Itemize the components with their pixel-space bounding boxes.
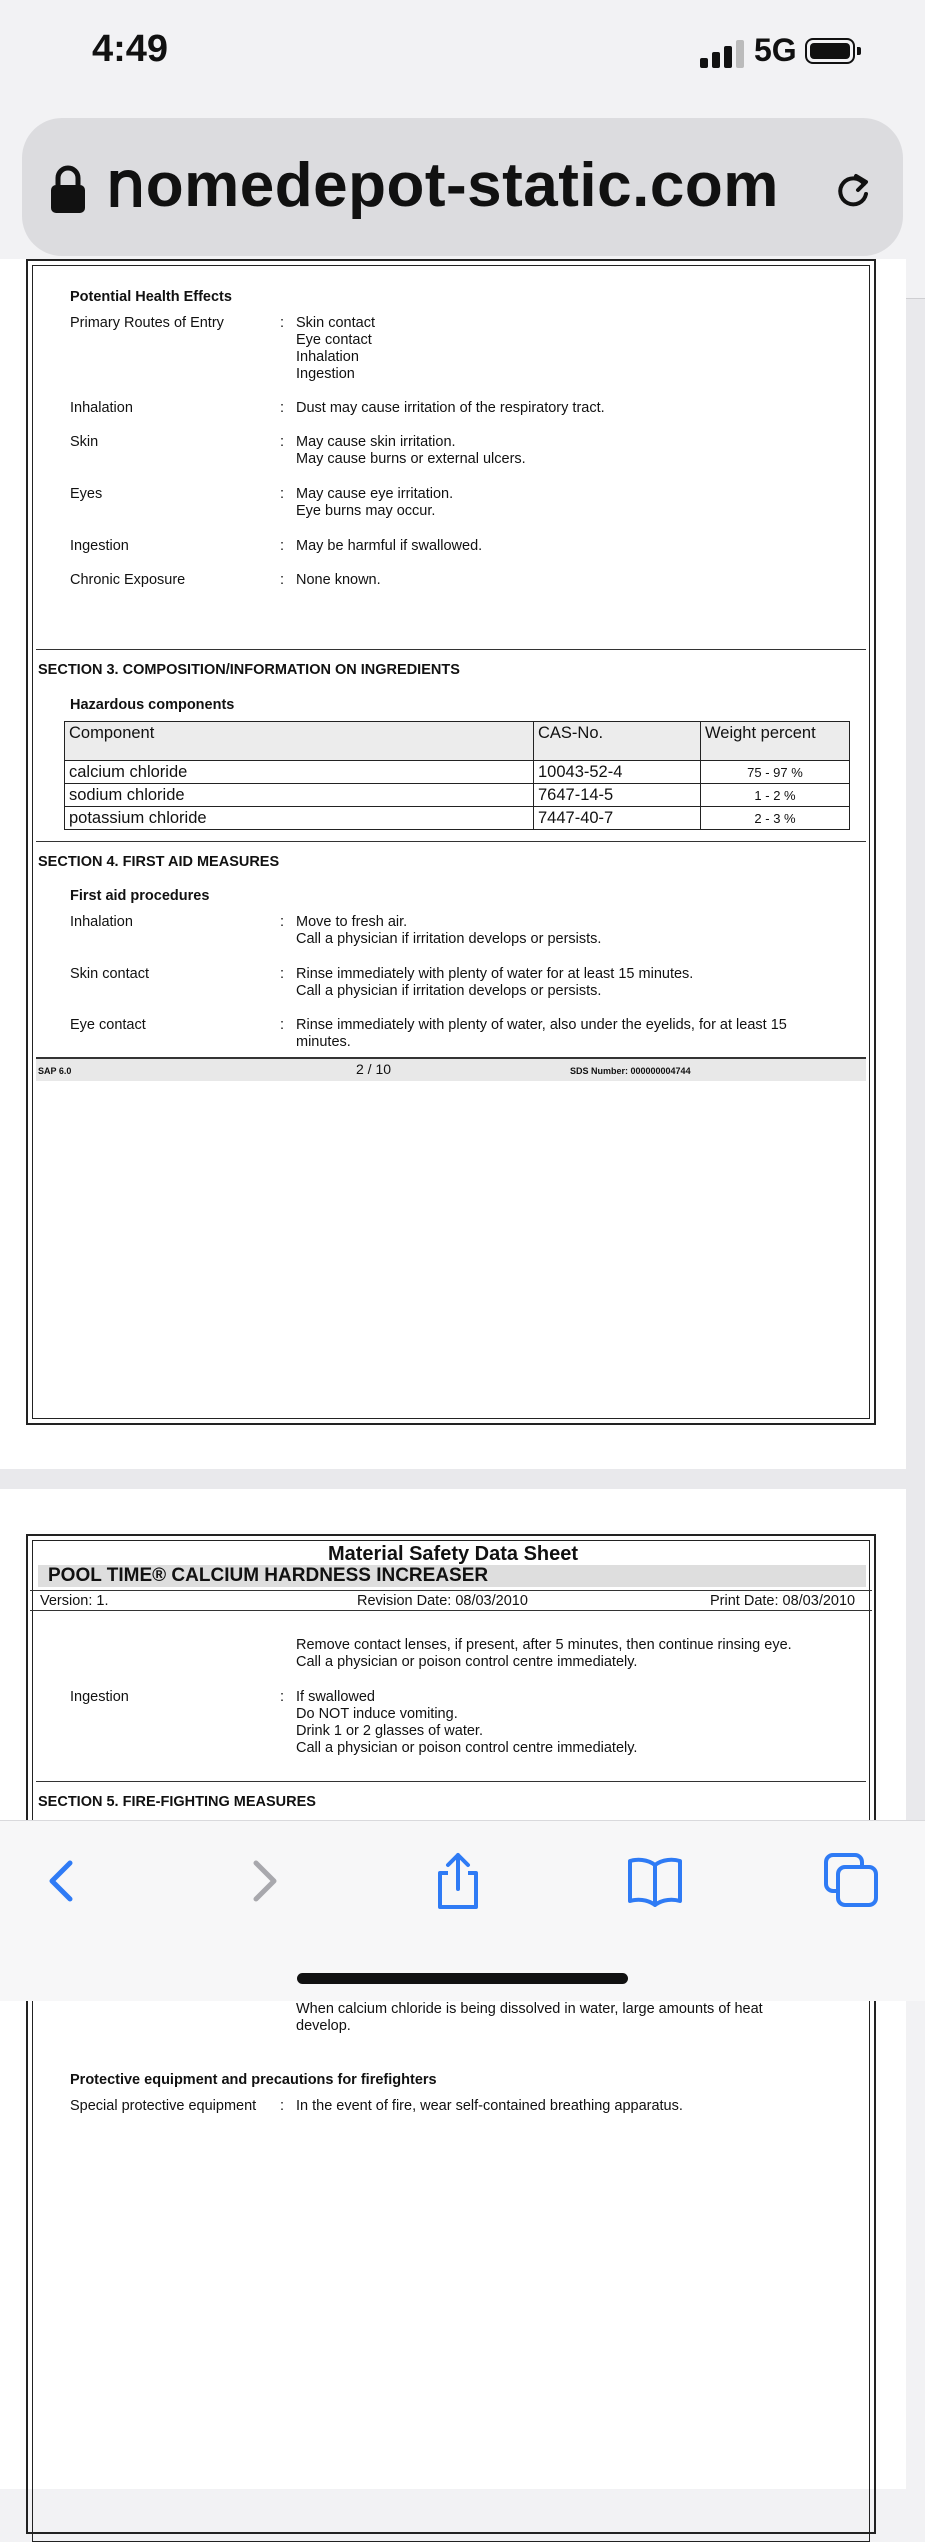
row-value: May be harmful if swallowed.	[296, 538, 483, 554]
row-label: Special protective equipment	[70, 2098, 257, 2114]
row-value: Rinse immediately with plenty of water for at least 15 minutes.	[296, 966, 694, 982]
row-value: If swallowed	[296, 1689, 375, 1705]
tabs-icon[interactable]	[822, 1851, 882, 1911]
table-header: Weight percent	[701, 722, 850, 761]
section-4-heading: SECTION 4. FIRST AID MEASURES	[38, 854, 280, 870]
first-aid-heading: First aid procedures	[70, 888, 210, 904]
table-cell: 7447-40-7	[534, 807, 701, 830]
row-value: May cause skin irritation.	[296, 434, 456, 450]
row-label: Skin	[70, 434, 99, 450]
row-value: Move to fresh air.	[296, 914, 408, 930]
table-cell: sodium chloride	[65, 784, 534, 807]
section-divider	[36, 1781, 866, 1782]
row-value: Remove contact lenses, if present, after 5 minutes, then continue rinsing eye.	[296, 1637, 792, 1653]
table-cell: 10043-52-4	[534, 761, 701, 784]
revision-date: Revision Date: 08/03/2010	[357, 1593, 528, 1609]
home-indicator[interactable]	[297, 1973, 628, 1984]
row-value: Inhalation	[296, 349, 359, 365]
footer-sap: SAP 6.0	[38, 1066, 72, 1076]
row-label: Inhalation	[70, 914, 133, 930]
bookmarks-icon[interactable]	[625, 1851, 685, 1911]
protective-heading: Protective equipment and precautions for firefighters	[70, 2072, 437, 2088]
signal-icon	[700, 40, 746, 68]
url-text[interactable]: ոomedepot-static.com	[106, 151, 779, 220]
share-icon[interactable]	[428, 1851, 488, 1911]
table-cell: 2 - 3 %	[701, 807, 850, 830]
row-label: Ingestion	[70, 1689, 129, 1705]
product-name: POOL TIME® CALCIUM HARDNESS INCREASER	[48, 1565, 489, 1586]
row-value: Call a physician or poison control centre immediately.	[296, 1654, 638, 1670]
row-value: Drink 1 or 2 glasses of water.	[296, 1723, 483, 1739]
row-value: Ingestion	[296, 366, 355, 382]
health-effects-heading: Potential Health Effects	[70, 289, 232, 305]
status-bar	[0, 0, 925, 110]
status-time: 4:49	[92, 28, 169, 70]
section-divider	[36, 841, 866, 842]
row-value: May cause eye irritation.	[296, 486, 454, 502]
row-value: May cause burns or external ulcers.	[296, 451, 526, 467]
row-label: Inhalation	[70, 400, 133, 416]
table-header: Component	[65, 722, 534, 761]
row-label: Eyes	[70, 486, 103, 502]
hazardous-heading: Hazardous components	[70, 697, 235, 713]
table-row	[65, 807, 850, 830]
back-icon[interactable]	[32, 1851, 92, 1911]
row-value: Eye contact	[296, 332, 372, 348]
battery-icon	[805, 38, 855, 64]
doc-title: Material Safety Data Sheet	[327, 1543, 579, 1565]
row-label: Primary Routes of Entry	[70, 315, 224, 331]
row-value: Rinse immediately with plenty of water, also under the eyelids, for at least 15	[296, 1017, 787, 1033]
row-value: None known.	[296, 572, 381, 588]
row-label: Eye contact	[70, 1017, 146, 1033]
print-date: Print Date: 08/03/2010	[710, 1593, 856, 1609]
row-value: In the event of fire, wear self-contained breathing apparatus.	[296, 2098, 683, 2114]
row-value: When calcium chloride is being dissolved in water, large amounts of heat	[296, 2001, 763, 2017]
reload-icon[interactable]	[830, 166, 876, 212]
page-footer	[36, 1057, 866, 1081]
row-value: develop.	[296, 2018, 351, 2034]
components-table	[64, 721, 850, 830]
table-cell: potassium chloride	[65, 807, 534, 830]
forward-icon[interactable]	[234, 1851, 294, 1911]
row-label: Ingestion	[70, 538, 129, 554]
table-cell: 75 - 97 %	[701, 761, 850, 784]
pdf-viewer[interactable]	[0, 289, 925, 2114]
row-label: Chronic Exposure	[70, 572, 186, 588]
row-value: Do NOT induce vomiting.	[296, 1706, 458, 1722]
row-value: Call a physician if irritation develops or persists.	[296, 931, 602, 947]
row-value: Call a physician if irritation develops or persists.	[296, 983, 602, 999]
table-cell: 7647-14-5	[534, 784, 701, 807]
address-bar[interactable]	[22, 118, 903, 256]
row-value: Eye burns may occur.	[296, 503, 436, 519]
pdf-page-3: Material Safety Data Sheet POOL TIME® CALCIUM HARDNESS INCREASER Version: 1. Revision Date: 08/03/2010 Print Date: 08/03/2010 Remove contact lenses, if present, after 5 minutes, then continue rinsing eye. Call a physician or poison control centre immediately. Ingestion : If swallowed Do NOT induce vomiting. Drink 1 or 2 glasses of water. Call a physician or poison control centre immediately. SECTION 5. FIRE-FIGHTING MEASURES When calcium chloride is being dissolved in water, large amounts of heat develop. Protective equipment and precautions for firefighters Special protective equipment : In the event of fire, wear self-contained breathing apparatus.	[0, 1489, 906, 2489]
footer-page-number: 2 / 10	[356, 1061, 392, 1077]
table-header: CAS-No.	[534, 722, 701, 761]
table-row	[65, 784, 850, 807]
section-divider	[36, 649, 866, 650]
row-value: Dust may cause irritation of the respiratory tract.	[296, 400, 605, 416]
footer-sds-number: SDS Number: 000000004744	[570, 1066, 691, 1076]
table-cell: calcium chloride	[65, 761, 534, 784]
row-value: Call a physician or poison control centre immediately.	[296, 1740, 638, 1756]
table-row	[65, 761, 850, 784]
row-value: Skin contact	[296, 315, 375, 331]
row-value: minutes.	[296, 1034, 351, 1050]
table-cell: 1 - 2 %	[701, 784, 850, 807]
row-label: Skin contact	[70, 966, 149, 982]
pdf-page-2: Potential Health Effects Primary Routes of Entry : Skin contact Eye contact Inhalation Ingestion Inhalation : Dust may cause irritation of the respiratory tract. Skin : May cause skin irritation. May cause burns or external ulcers. Eyes : May cause eye irritation. Eye burns may occur. Ingestion : May be harmful if swallowed. Chronic Exposure : None known. SECTION 3. COMPOSITION/INFORMATION ON INGREDIENTS Hazardous components Component CAS-No. Weight percent calcium chloride 10043-52-4 75 - 97 % sodium chloride 7647-14-5 1 - 2 % potassium chloride 7447-40-7 2 - 3 % SECTION 4. FIRST AID MEASURES First aid procedures Inhalation : Move to fresh air. Call a physician if irritation develops or persists. Skin contact : Rinse immediately with plenty of water for at least 15 minutes. Call a physician if irritation develops or persists. Eye contact : Rinse immediately with plenty of water, also under the eyelids, for at least 15 minutes. SAP 6.0 2 / 10 SDS Number: 000000004744	[0, 259, 906, 1469]
page-border	[26, 1534, 876, 2534]
version: Version: 1.	[40, 1593, 109, 1609]
lock-icon	[48, 164, 88, 214]
network-label: 5G	[754, 32, 797, 68]
section-3-heading: SECTION 3. COMPOSITION/INFORMATION ON INGREDIENTS	[38, 662, 460, 678]
section-5-heading: SECTION 5. FIRE-FIGHTING MEASURES	[38, 1794, 316, 1810]
